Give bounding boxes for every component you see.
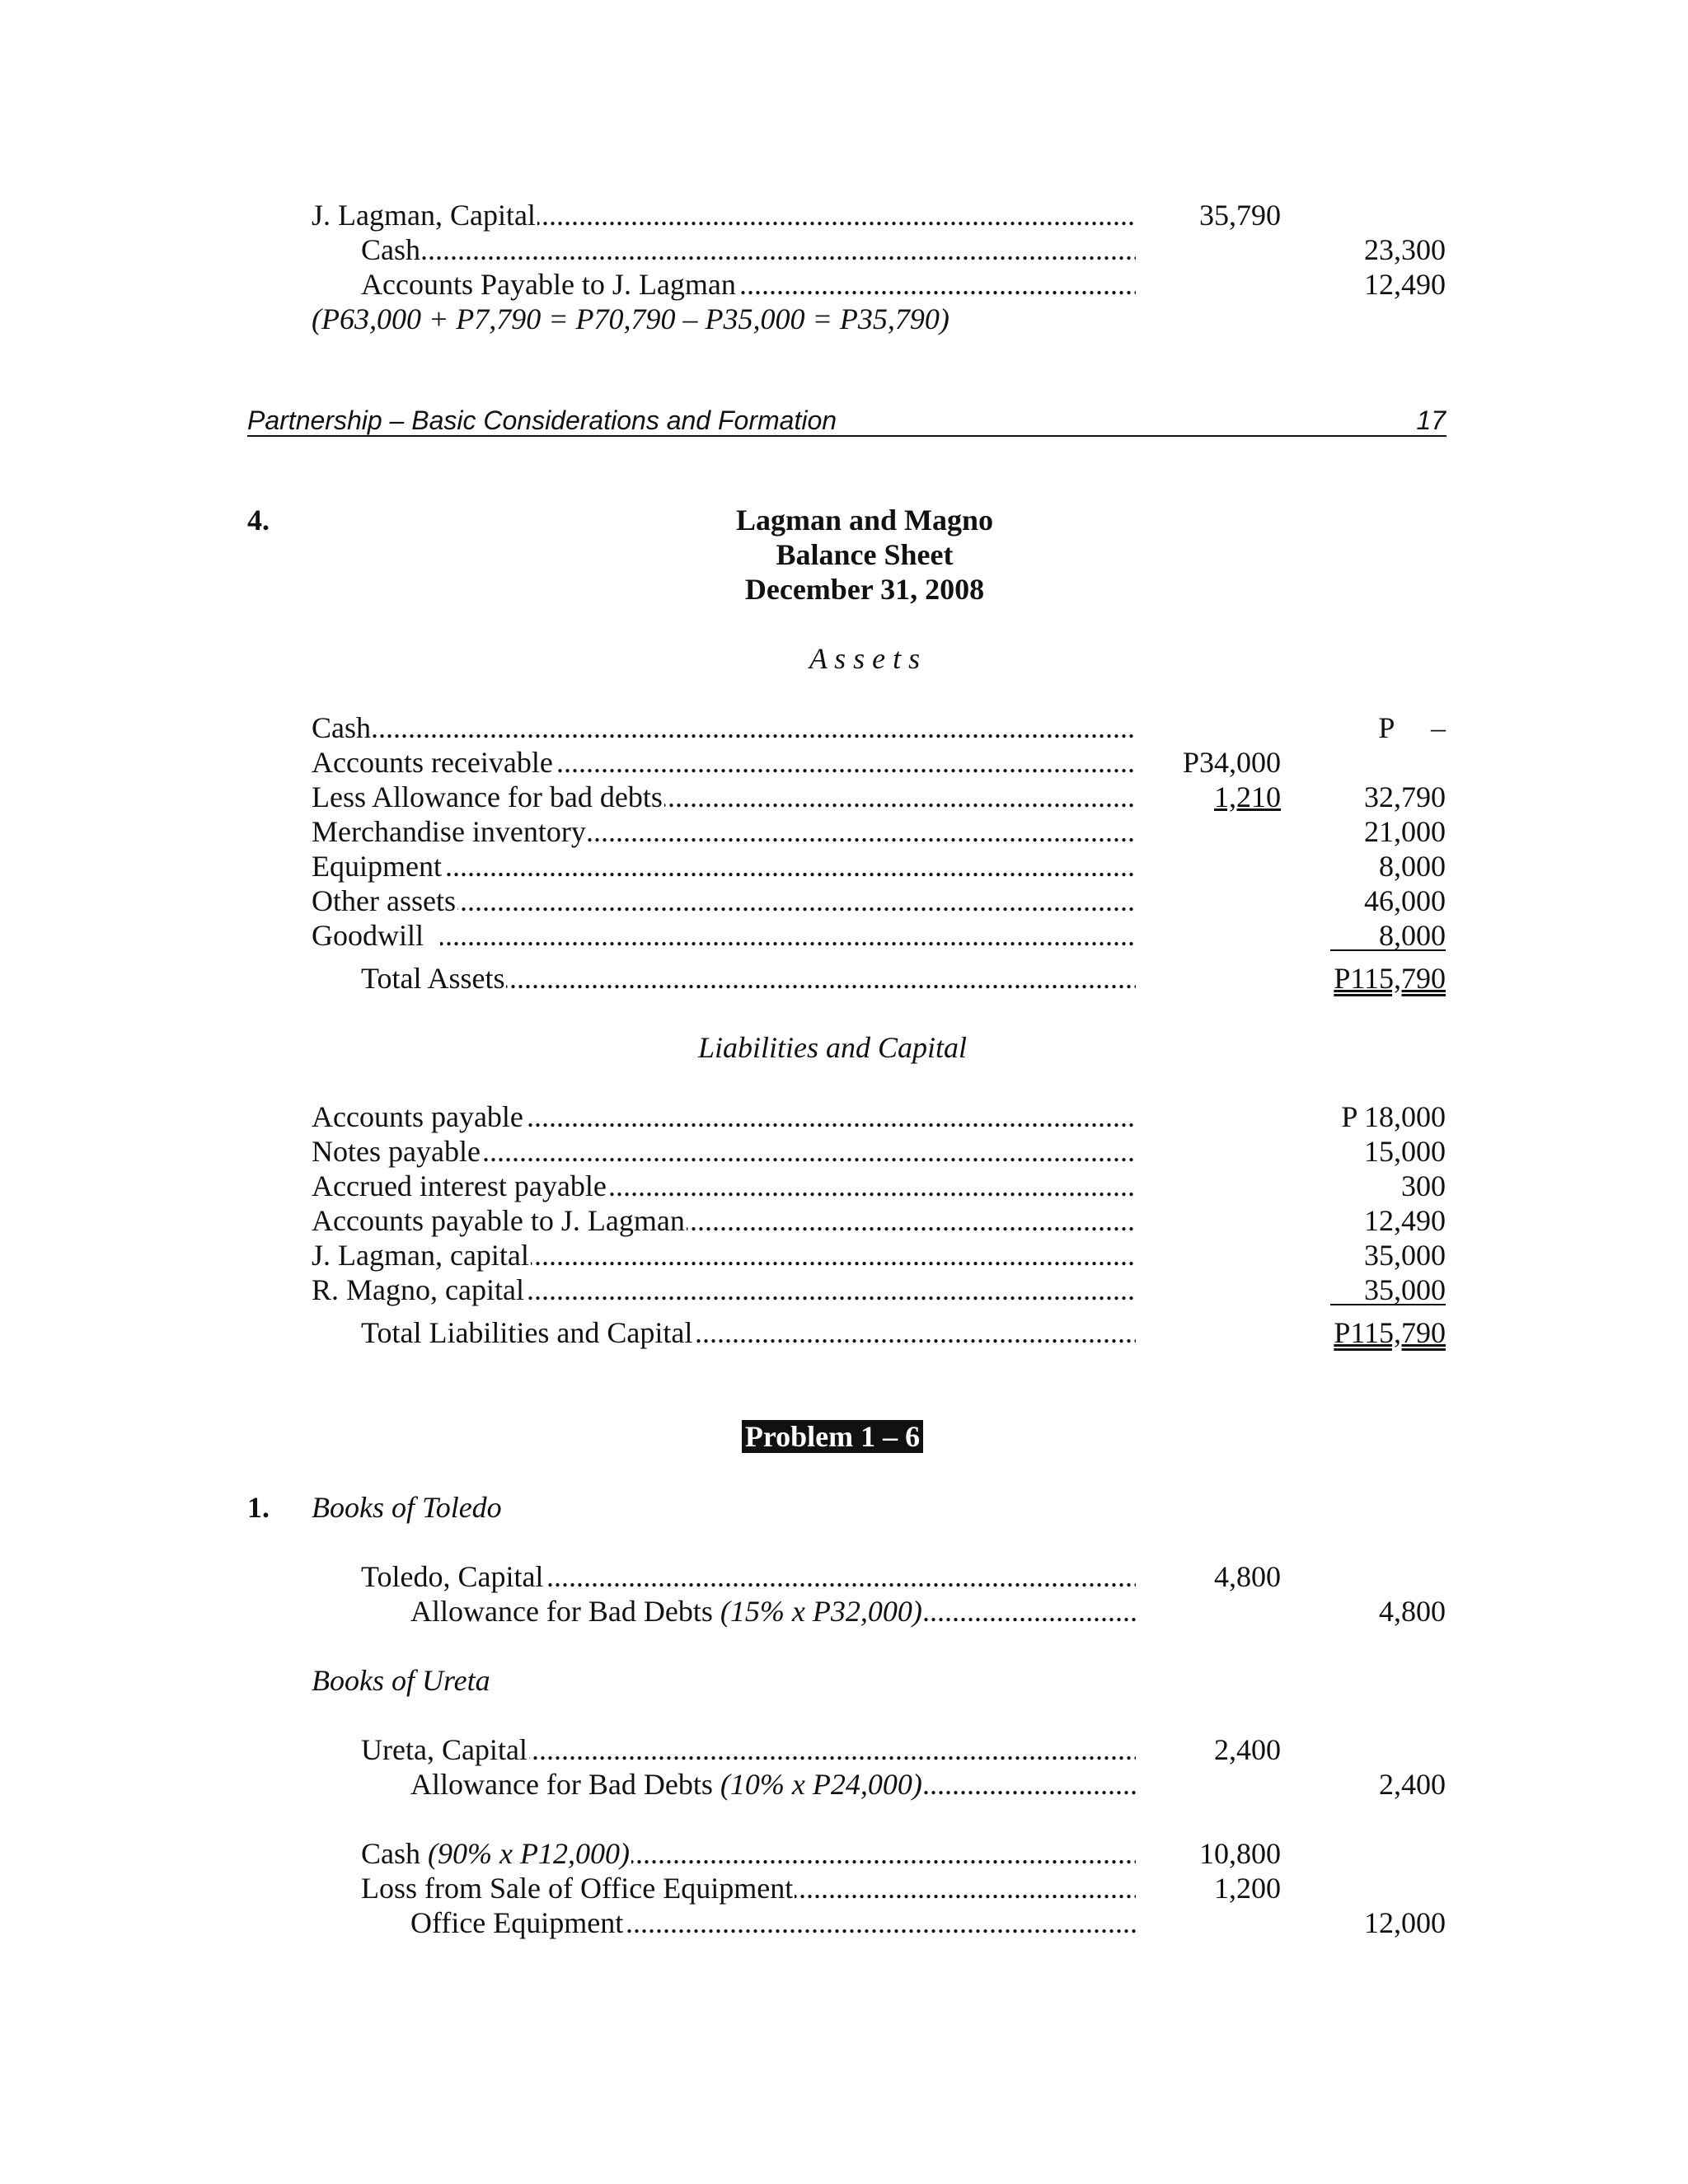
total-row: ..... Total Liabilities and Capital: [361, 1315, 1136, 1350]
assets-heading: A s s e t s: [809, 642, 921, 675]
amount: 12,490: [1364, 1204, 1446, 1237]
amount: P –: [1378, 711, 1446, 744]
page-number: 17: [1416, 405, 1446, 435]
entry-line: ..... Allowance for Bad Debts (15% x P32,000): [410, 1594, 1136, 1629]
entry-line: ..... Office Equipment: [410, 1905, 1136, 1940]
sub-amount: P34,000: [1182, 746, 1281, 779]
problem-badge: Problem 1 – 6: [742, 1420, 923, 1453]
debit-amount: 35,790: [1199, 199, 1281, 232]
credit-amount: 12,000: [1364, 1906, 1446, 1939]
books-ureta-heading: Books of Ureta: [312, 1664, 490, 1697]
item-number: 4.: [247, 504, 270, 537]
statement-title: Balance Sheet: [776, 538, 954, 571]
amount: 21,000: [1364, 815, 1446, 848]
company-name: Lagman and Magno: [735, 504, 994, 537]
debit-amount: 4,800: [1214, 1560, 1281, 1593]
entry-line: ..... Accounts Payable to J. Lagman: [361, 267, 1136, 302]
computation-note: (P63,000 + P7,790 = P70,790 – P35,000 = P35,790): [312, 302, 950, 335]
amount: 15,000: [1364, 1135, 1446, 1168]
credit-amount: 2,400: [1379, 1768, 1446, 1801]
books-toledo-heading: Books of Toledo: [312, 1491, 502, 1524]
amount: 8,000: [1379, 850, 1446, 883]
amount: 8,000: [1330, 918, 1446, 951]
table-row: ..... Notes payable: [312, 1134, 1136, 1169]
table-row: ..... Accounts receivable: [312, 745, 1136, 780]
entry-line: ..... Cash (90% x P12,000): [361, 1836, 1136, 1871]
amount: 35,000: [1364, 1239, 1446, 1272]
table-row: ..... Less Allowance for bad debts: [312, 780, 1136, 814]
entry-line: ..... Cash.: [361, 232, 1136, 267]
amount: 35,000: [1330, 1272, 1446, 1305]
table-row: ..... Other assets: [312, 883, 1136, 918]
liabilities-heading: Liabilities and Capital: [697, 1031, 968, 1064]
table-row: ..... Accounts payable to J. Lagman: [312, 1203, 1136, 1238]
entry-line: ..... Loss from Sale of Office Equipment: [361, 1871, 1136, 1905]
item-number: 1.: [247, 1491, 270, 1524]
debit-amount: 1,200: [1214, 1872, 1281, 1905]
amount: 300: [1401, 1169, 1446, 1202]
table-row: ..... Equipment: [312, 849, 1136, 883]
total-amount: P115,790: [1334, 1316, 1446, 1349]
table-row: ..... Goodwill: [312, 918, 1136, 953]
statement-date: December 31, 2008: [744, 573, 985, 606]
table-row: ..... Accounts payable: [312, 1099, 1136, 1134]
sub-amount: 1,210: [1214, 780, 1281, 813]
credit-amount: 23,300: [1364, 233, 1446, 266]
entry-line: ..... Ureta, Capital: [361, 1732, 1136, 1767]
table-row: ..... R. Magno, capital: [312, 1272, 1136, 1307]
running-header-title: Partnership – Basic Considerations and Formation: [247, 405, 837, 435]
entry-line: ..... J. Lagman, Capital: [312, 198, 1136, 232]
table-row: ..... Merchandise inventory: [312, 814, 1136, 849]
debit-amount: 2,400: [1214, 1733, 1281, 1766]
entry-line: ..... Toledo, Capital: [361, 1559, 1136, 1594]
credit-amount: 4,800: [1379, 1595, 1446, 1628]
amount: 46,000: [1364, 884, 1446, 917]
table-row: ..... Cash: [312, 710, 1136, 745]
header-rule: [247, 435, 1447, 437]
total-amount: P115,790: [1334, 962, 1446, 995]
credit-amount: 12,490: [1364, 268, 1446, 301]
amount: 32,790: [1364, 780, 1446, 813]
total-row: ..... Total Assets: [361, 961, 1136, 996]
entry-line: ..... Allowance for Bad Debts (10% x P24,000): [410, 1767, 1136, 1802]
table-row: ..... Accrued interest payable: [312, 1169, 1136, 1203]
debit-amount: 10,800: [1199, 1837, 1281, 1870]
amount: P 18,000: [1341, 1100, 1446, 1133]
table-row: ..... J. Lagman, capital: [312, 1238, 1136, 1272]
problem-heading: [0, 1419, 1665, 1454]
